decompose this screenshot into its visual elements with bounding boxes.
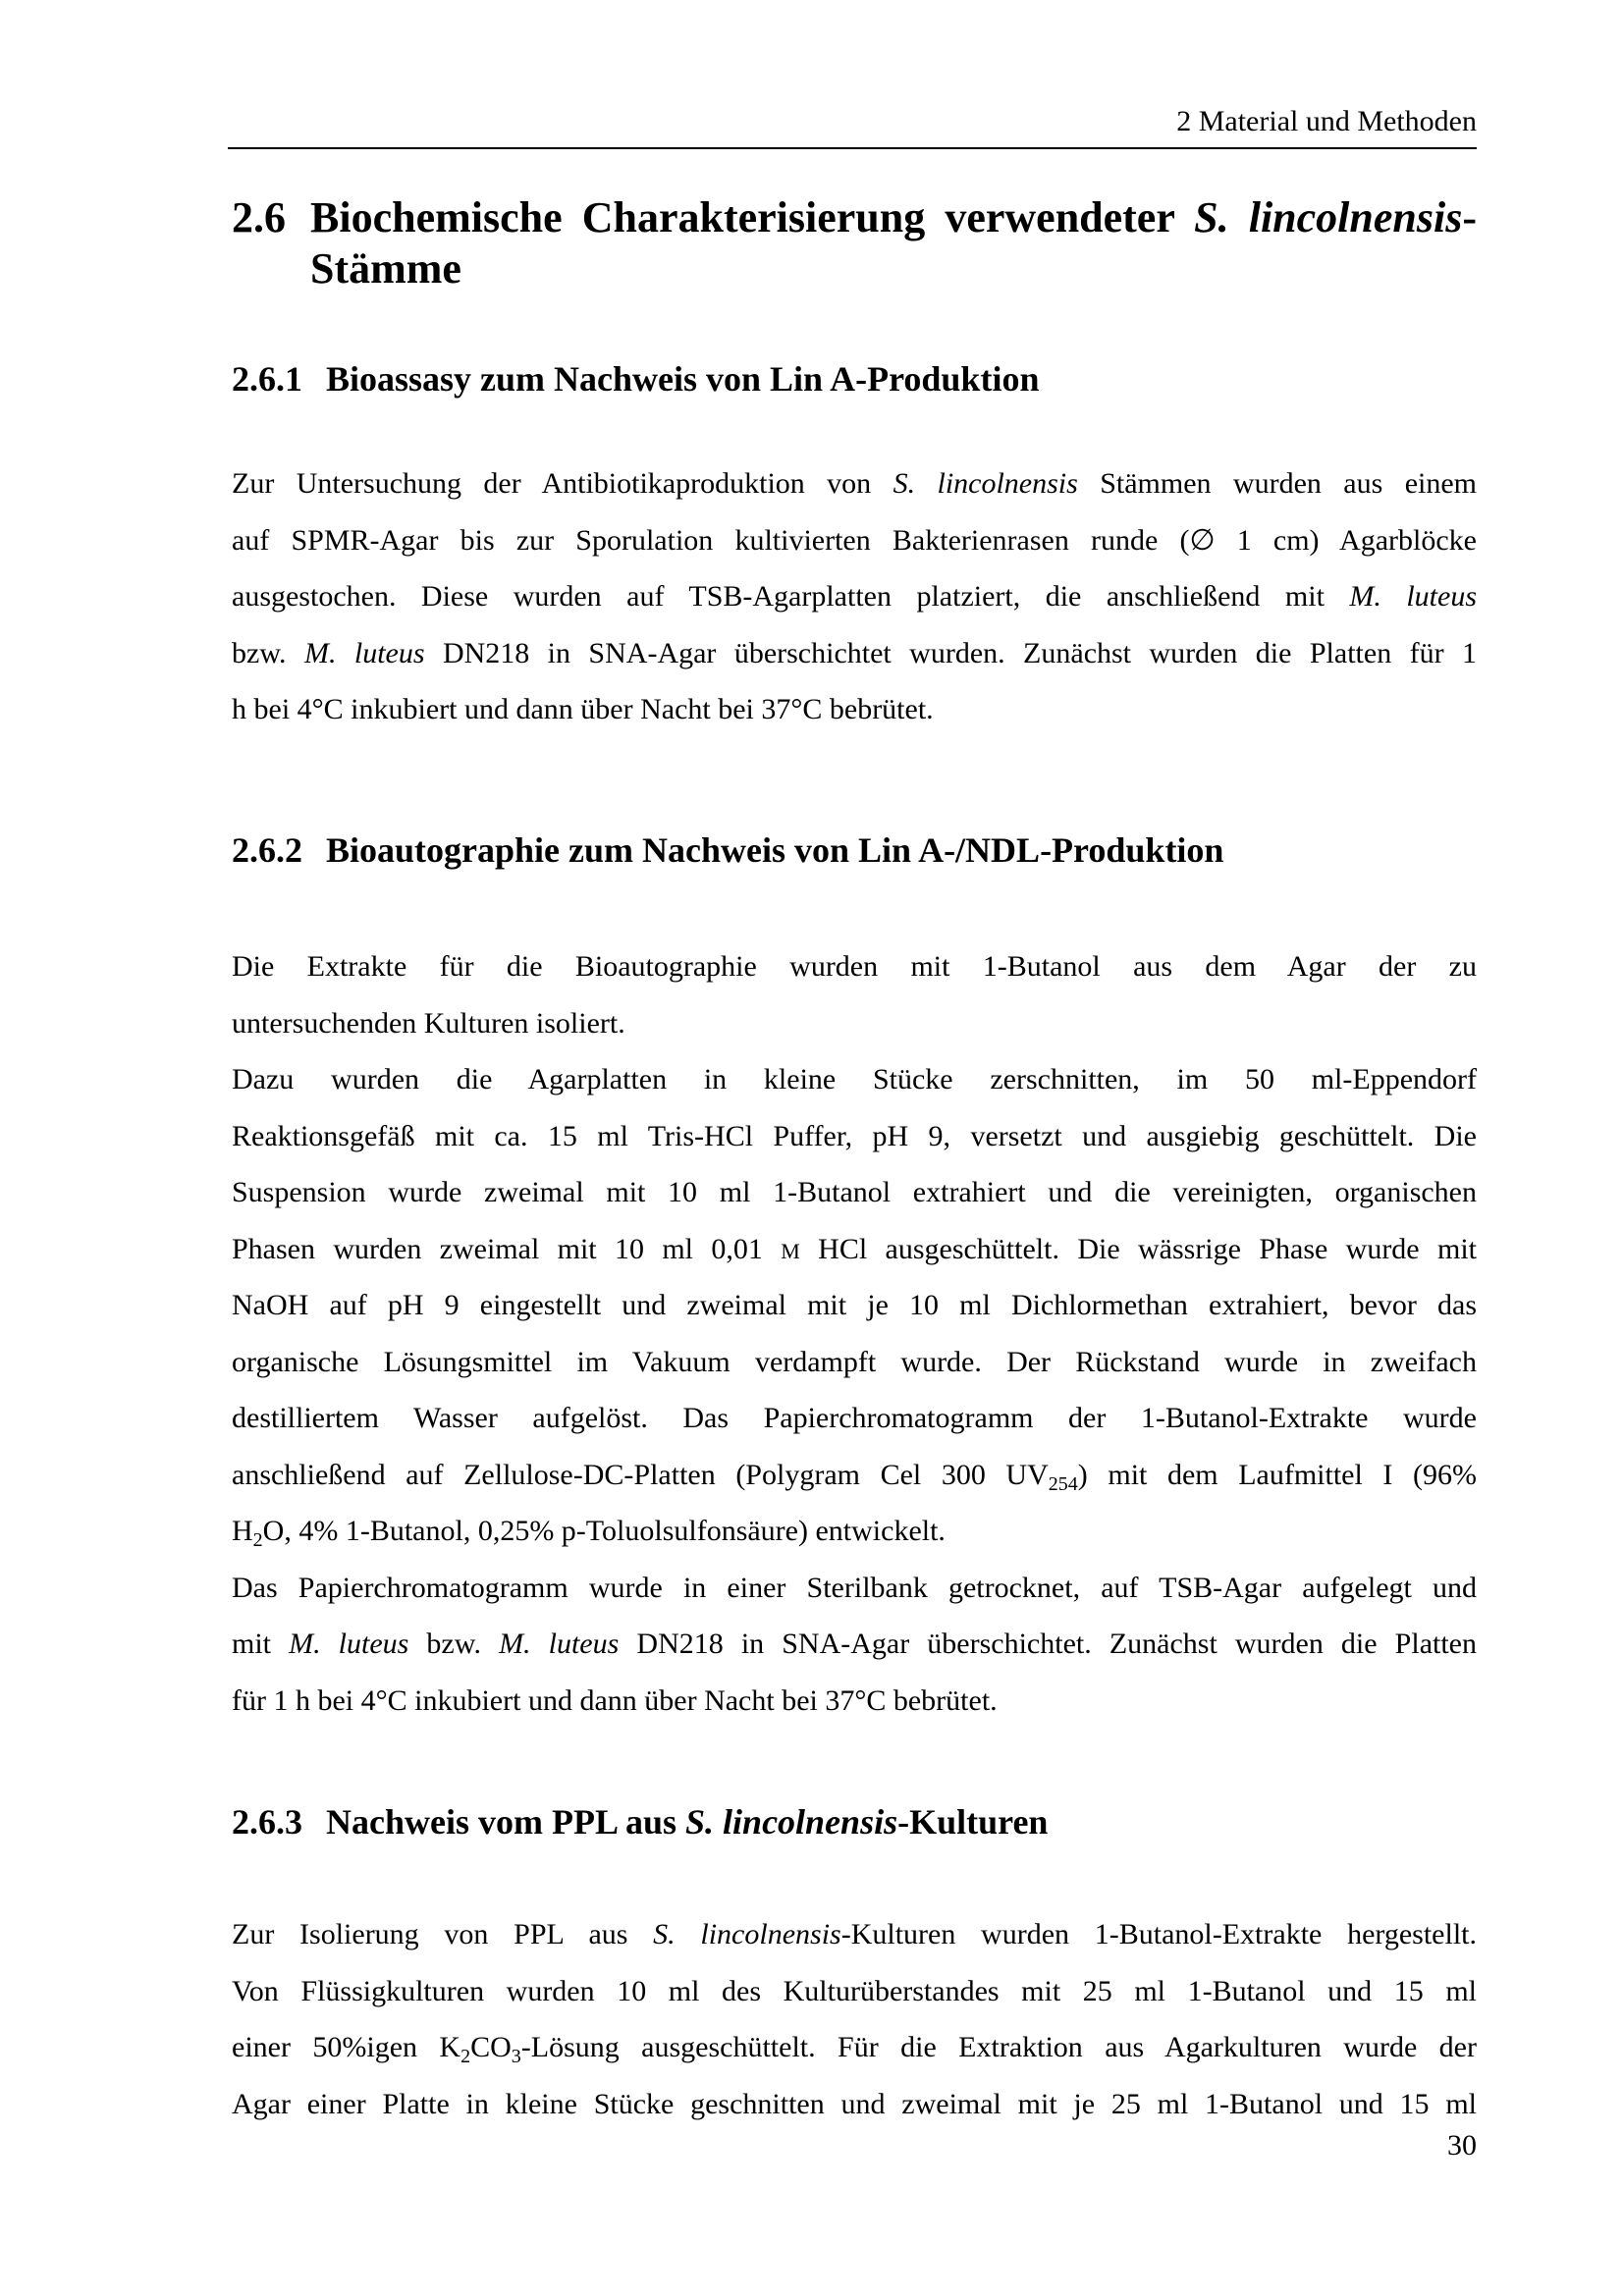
page-number: 30 bbox=[1447, 2129, 1477, 2162]
running-header: 2 Material und Methoden bbox=[1176, 105, 1477, 137]
section-heading bbox=[232, 192, 1477, 294]
text-line: ausgestochen. Diese wurden auf TSB-Agarplatten platziert, die anschließend mit M. luteus bbox=[232, 580, 1477, 613]
section-number: 2.6 bbox=[232, 193, 286, 241]
text-line: auf SPMR-Agar bis zur Sporulation kultivierten Bakterienrasen runde (∅ 1 cm) Agarblöcke bbox=[232, 523, 1477, 557]
text-line: Zur Isolierung von PPL aus S. lincolnensis-Kulturen wurden 1-Butanol-Extrakte hergestellt. bbox=[232, 1918, 1477, 1950]
text-line: organische Lösungsmittel im Vakuum verdampft wurde. Der Rückstand wurde in zweifach bbox=[232, 1345, 1477, 1378]
text-line: einer 50%igen $K_2CO_3$-Lösung ausgeschüttelt. Für die Extraktion aus Agarkulturen wurde der bbox=[232, 2031, 1477, 2067]
text-line: Suspension wurde zweimal mit 10 ml 1-Butanol extrahiert und die vereinigten, organischen bbox=[232, 1176, 1477, 1208]
paragraph-2-6-3 bbox=[232, 1906, 1477, 2132]
paragraph-2-6-1-body bbox=[232, 455, 1477, 738]
text-line: Phasen wurden zweimal mit 10 ml 0,01 M HCl ausgeschüttelt. Die wässrige Phase wurde mit bbox=[232, 1232, 1477, 1265]
text-line: untersuchenden Kulturen isoliert. bbox=[232, 1006, 625, 1040]
subsection-title: Bioautographie zum Nachweis von Lin A-/NDL-Produktion bbox=[326, 830, 1224, 870]
section-title: Biochemische Charakterisierung verwendeter S. lincolnensis-Stämme bbox=[310, 193, 1477, 293]
text-line: Agar einer Platte in kleine Stücke geschnitten und zweimal mit je 25 ml 1-Butanol und 15 ml bbox=[232, 2087, 1477, 2120]
text-line: Die Extrakte für die Bioautographie wurden mit 1-Butanol aus dem Agar der zu bbox=[232, 950, 1477, 983]
subsection-title: Bioassasy zum Nachweis von Lin A-Produktion bbox=[326, 359, 1040, 399]
text-line: für 1 h bei 4°C inkubiert und dann über Nacht bei 37°C bebrütet. bbox=[232, 1683, 998, 1717]
text-line: mit M. luteus bzw. M. luteus DN218 in SNA-Agar überschichtet. Zunächst wurden die Platten bbox=[232, 1628, 1477, 1660]
text-line: Dazu wurden die Agarplatten in kleine Stücke zerschnitten, im 50 ml-Eppendorf bbox=[232, 1063, 1477, 1095]
paragraph-2-6-2 bbox=[232, 938, 1477, 1729]
text-line: $H_2O$, 4% 1-Butanol, 0,25% p-Toluolsulfonsäure) entwickelt. bbox=[232, 1515, 946, 1551]
subsection-heading-2-6-3: 2.6.3 Nachweis vom PPL aus S. lincolnensis-Kulturen bbox=[232, 1802, 1049, 1842]
text-line: h bei 4°C inkubiert und dann über Nacht bei 37°C bebrütet. bbox=[232, 693, 934, 725]
text-line: destilliertem Wasser aufgelöst. Das Papierchromatogramm der 1-Butanol-Extrakte wurde bbox=[232, 1402, 1477, 1434]
subsection-number: 2.6.2 bbox=[232, 830, 302, 870]
text-line: Von Flüssigkulturen wurden 10 ml des Kulturüberstandes mit 25 ml 1-Butanol und 15 ml bbox=[232, 1974, 1477, 2007]
text-line: NaOH auf pH 9 eingestellt und zweimal mit je 10 ml Dichlormethan extrahiert, bevor das bbox=[232, 1289, 1477, 1321]
text-line: Reaktionsgefäß mit ca. 15 ml Tris-HCl Puffer, pH 9, versetzt und ausgiebig geschüttelt. Die bbox=[232, 1119, 1477, 1152]
text-line: anschließend auf Zellulose-DC-Platten (Polygram Cel 300 $UV_{254}$) mit dem Laufmittel I (96% bbox=[232, 1458, 1477, 1495]
subsection-number: 2.6.1 bbox=[232, 359, 302, 399]
text-line: Das Papierchromatogramm wurde in einer Sterilbank getrocknet, auf TSB-Agar aufgelegt und bbox=[232, 1571, 1477, 1604]
header-rule bbox=[228, 147, 1477, 149]
subsection-heading-2-6-2 bbox=[232, 828, 1477, 872]
text-line: bzw. M. luteus DN218 in SNA-Agar überschichtet wurden. Zunächst wurden die Platten für 1 bbox=[232, 636, 1477, 669]
subsection-heading-2-6-1 bbox=[232, 357, 1477, 400]
text-line: Zur Untersuchung der Antibiotikaproduktion von S. lincolnensis Stämmen wurden aus einem bbox=[232, 467, 1477, 500]
subsection-number: 2.6.3 bbox=[232, 1802, 302, 1842]
